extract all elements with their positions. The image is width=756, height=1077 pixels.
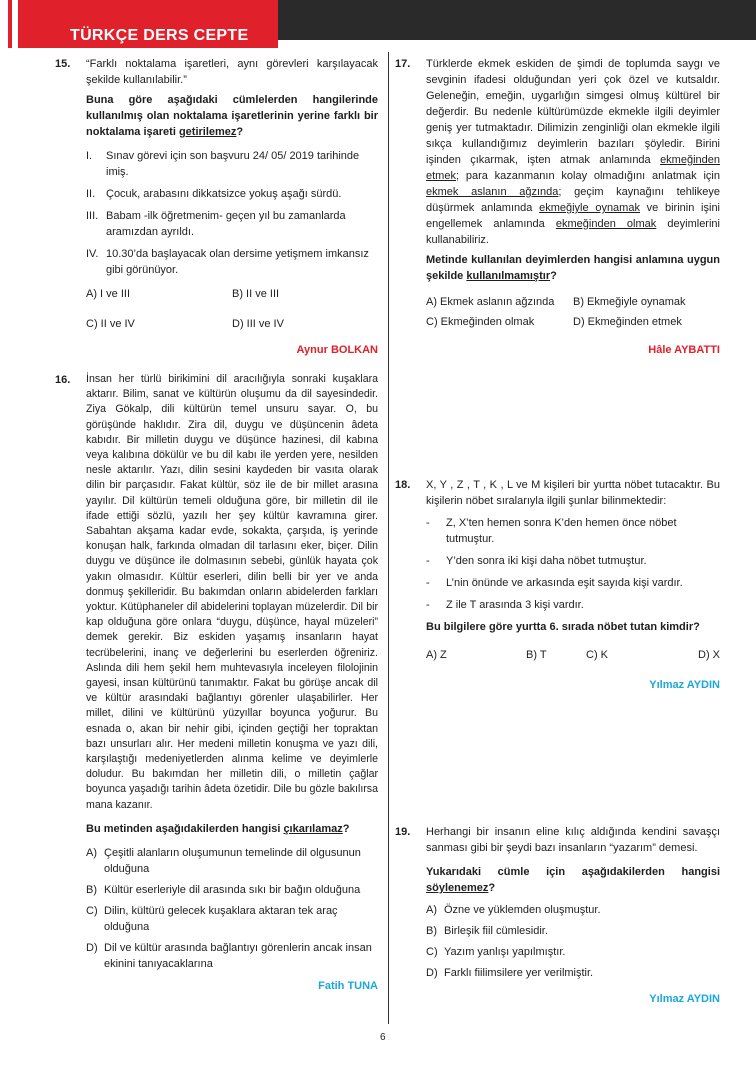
author-name: Yılmaz AYDIN (649, 993, 720, 1005)
page-number: 6 (380, 1032, 386, 1043)
stem-end: ? (488, 882, 496, 894)
stem-text: Yukarıdaki cümle için aşağıdakilerden hangisi (426, 866, 720, 878)
stem-end: ? (550, 270, 557, 282)
option-text: Dil ve kültür arasında bağlantıyı görenlerin ancak insan ekinini tanıyacaklarına (104, 941, 372, 970)
item-text: Çocuk, arabasını dikkatsizce yokuş aşağı sürdü. (106, 188, 342, 200)
option-b[interactable]: B) Ekmeğiyle oynamak (573, 296, 686, 308)
option-text: Farklı fiilimsilere yer verilmiştir. (444, 967, 594, 979)
question-number: 15. (55, 58, 71, 70)
item-text: Z, X’ten hemen sonra K’den hemen önce nöbet tutmuştur. (446, 517, 677, 545)
roman-list (86, 148, 378, 278)
option-c[interactable]: C) Ekmeğinden olmak (426, 316, 535, 328)
idiom-underlined: ekmeğinden olmak (555, 218, 657, 230)
item-text: 10.30’da başlayacak olan dersime yetişmem imkansız gibi görünüyor. (106, 248, 369, 276)
option-c[interactable]: C) II ve IV (86, 318, 135, 330)
option-c[interactable] (86, 903, 378, 935)
list-item (426, 553, 720, 569)
question-number: 17. (395, 58, 411, 70)
option-c[interactable] (426, 944, 720, 960)
author-name: Aynur BOLKAN (296, 344, 378, 356)
answer-options (426, 902, 720, 981)
option-d[interactable]: D) X (698, 649, 720, 661)
question-number: 16. (55, 374, 71, 386)
item-text: L’nin önünde ve arkasında eşit sayıda kişi vardır. (446, 577, 683, 589)
stem-underlined: söylenemez (426, 882, 489, 894)
question-stem (86, 821, 378, 837)
header-title: TÜRKÇE DERS CEPTE (70, 27, 249, 44)
item-numeral: I. (86, 150, 93, 162)
question-number: 19. (395, 826, 411, 838)
question-16 (55, 372, 378, 994)
author-name: Hâle AYBATTI (648, 344, 720, 356)
question-intro: X, Y , Z , T , K , L ve M kişileri bir yurtta nöbet tutacaktır. Bu kişilerin nöbet sıralarıyla ilgili şunlar bilinmektedir: (426, 479, 720, 507)
item-numeral: IV. (86, 248, 99, 260)
question-18 (395, 477, 720, 693)
author-name: Fatih TUNA (318, 979, 378, 992)
column-divider (388, 52, 389, 1024)
option-letter: D) (426, 967, 438, 979)
passage-part: deyimlerini kullanabiliriz. (426, 218, 720, 246)
stem-end: ? (236, 126, 244, 138)
option-d[interactable] (86, 940, 378, 972)
bullet-dash: - (426, 599, 430, 611)
option-b[interactable]: B) T (526, 649, 547, 661)
list-item (86, 208, 378, 240)
question-stem (426, 252, 720, 284)
idiom-underlined: ekmeğiyle oynamak (539, 202, 640, 214)
option-letter: C) (86, 904, 98, 917)
stem-text: Bu metinden aşağıdakilerden hangisi (86, 822, 284, 835)
option-text: Birleşik fiil cümlesidir. (444, 925, 548, 937)
list-item (86, 186, 378, 202)
passage-part: ; geçim kaynağını tehlikeye düşürmek anlamında (426, 186, 720, 214)
question-stem (86, 92, 378, 140)
option-c[interactable]: C) K (586, 649, 608, 661)
option-a[interactable]: A) Z (426, 649, 447, 661)
option-d[interactable] (426, 965, 720, 981)
bullet-dash: - (426, 555, 430, 567)
option-d[interactable]: D) Ekmeğinden etmek (573, 316, 682, 328)
passage-part: ve birinin işini engellemek anlamında (426, 202, 721, 230)
stem-underlined: çıkarılamaz (283, 822, 343, 835)
option-letter: B) (86, 883, 97, 896)
stem-underlined: getirilemez (178, 126, 237, 138)
option-b[interactable] (426, 923, 720, 939)
question-15 (55, 56, 378, 358)
item-numeral: II. (86, 188, 96, 200)
passage-part: Türklerde ekmek eskiden de şimdi de toplumda saygı ve sevginin ifadesi olduğundan yeri çok özel ve kutsaldır. Geleneğin, emeğin, uygarlığın simgesi olmuş kültürel bir değerdir. Bu nedenle kültürümüzde ekmekle ilgili deyimler geniş yer tutmaktadır. Dilimizin zenginliği olan ekmekle ilgili sıkça kullandığımız deyimlerin bazıları şöyledir. Birini işinden çıkarmak, işten atmak anlamında (426, 58, 720, 166)
option-letter: C) (426, 946, 438, 958)
answer-options (86, 286, 378, 332)
question-stem: Bu bilgilere göre yurtta 6. sırada nöbet tutan kimdir? (426, 621, 700, 633)
stem-text: Metinde kullanılan deyimlerden hangisi anlamına uygun şekilde (426, 254, 720, 282)
option-d[interactable]: D) III ve IV (232, 318, 284, 330)
stem-end: ? (342, 822, 350, 835)
option-letter: A) (86, 846, 97, 859)
option-a[interactable] (426, 902, 720, 918)
stem-text: Buna göre aşağıdaki cümlelerden hangilerinde kullanılmış olan noktalama işaretlerinin yerine farklı bir noktalama işareti (86, 94, 378, 138)
list-item (86, 148, 378, 180)
answer-options (86, 845, 378, 972)
passage-text (426, 56, 720, 248)
question-intro: “Farklı noktalama işaretleri, aynı görevleri karşılayacak şekilde kullanılabilir.” (86, 58, 378, 86)
bullet-dash: - (426, 577, 430, 589)
option-letter: B) (426, 925, 437, 937)
list-item (426, 515, 720, 547)
item-numeral: III. (86, 210, 99, 222)
item-text: Z ile T arasında 3 kişi vardır. (446, 599, 584, 611)
idiom-underlined: ekmek aslanın ağzında (426, 186, 559, 198)
passage-part: ; para kazanmanın kolay olmadığını anlatmak için (455, 170, 720, 182)
question-intro: Herhangi bir insanın eline kılıç aldığında kendini savaşçı sanması gibi bir şeydi bazı insanların “yazarım” demesi. (426, 826, 720, 854)
option-b[interactable] (86, 882, 378, 898)
question-number: 18. (395, 479, 411, 491)
item-text: Sınav görevi için son başvuru 24/ 05/ 2019 tarihinde imiş. (106, 150, 360, 178)
item-text: Babam -ilk öğretmenim- geçen yıl bu zamanlarda aramızdan ayrıldı. (106, 210, 346, 238)
option-text: Çeşitli alanların oluşumunun temelinde dil olgusunun olduğuna (104, 846, 361, 875)
option-text: Özne ve yüklemden oluşmuştur. (444, 904, 601, 916)
option-letter: A) (426, 904, 437, 916)
header-black-band (278, 0, 756, 40)
question-17 (395, 56, 721, 358)
option-a[interactable] (86, 845, 378, 877)
header-white-stripe (0, 0, 8, 48)
option-text: Dilin, kültürü gelecek kuşaklara aktaran tek araç olduğuna (104, 904, 338, 933)
header-white-stripe-2 (12, 0, 18, 48)
option-text: Yazım yanlışı yapılmıştır. (444, 946, 566, 958)
passage-text: İnsan her türlü birikimini dil aracılığıyla sonraki kuşaklara aktarır. Bilim, sanat ve kültürün oluşumu da dil sayesindedir. Ziya Gökalp, dili kültürün temel unsuru sayar. O, bu görüşünde haklıdır. Zira dil, duygu ve düşüncenin âdeta kabıdır. Bir milletin duygu ve düşünce hazinesi, dil kabına veya kalıbına dökülür ve bu dil kabı ile yerden yere, nesilden nesle aktarılır. Yazı, dilin sesini kaydeden bir vasıta olarak dilin bir parçasıdır. Fakat kültür, söz ile de bir millet arasına yayılır. Dil kültürün temeli olduğuna göre, bir milletin dil ile ifade ettiği sözlü, yazılı her şey kültür kavramına girer. Sabahtan akşama kadar evde, sokakta, çarşıda, iş yerinde konuşan halk, farkında olmadan dil tarlasını eker, biçer. Dilin duygu ve düşünce ile dolmasının sebebi, günlük hayata çok yakın olmasıdır. Kültür eserleri, dilin belli bir yer ve anda donmuş şekilleridir. Bu bakımdan onların abidelerden farkları yoktur. Kütüphaneler dil abidelerini toplayan müzelerdir. Dil bir kap olduğuna göre onlara “duygu, düşünce, hayal müzeleri” demek gerekir. Biz eskiden yaşamış insanların hayat tecrübelerini, inanç ve değerlerini bu eserlerden öğreniriz. Aslında dili hem şekil hem muhtevasıyla inceleyen filolojinin gayesi, insan kültürünü tanımaktır. Fakat bu görüşe ancak dil ve kültür arasındaki bağlantıyı görenler ulaşabilirler. Her millet, dilini ve kültürünü yüzyıllar boyunca yoğurur. Bu esnada o, akan bir nehir gibi, içinden geçtiği her topraktan bazı unsurları alır. Her medeni milletin konuşma ve yazı dili, karşılaştığı medeniyetlerden alınma kelime ve deyimlerle doludur. Bu bakımdan her milletin dili, o milletin çağlar boyunca yaşadığı tarihin âdeta özetidir. Dile bu gözle bakılırsa mana kazanır. (86, 373, 378, 811)
list-item (426, 575, 720, 591)
question-19 (395, 824, 720, 1007)
idiom-underlined: ekmeğinden etmek (426, 154, 720, 182)
author-name: Yılmaz AYDIN (649, 679, 720, 691)
clue-list (426, 515, 720, 613)
option-a[interactable]: A) Ekmek aslanın ağzında (426, 296, 555, 308)
option-a[interactable]: A) I ve III (86, 288, 131, 300)
question-stem (426, 864, 720, 896)
option-text: Kültür eserleriyle dil arasında sıkı bir bağın olduğuna (104, 883, 361, 896)
list-item (86, 246, 378, 278)
option-letter: D) (86, 941, 98, 954)
list-item (426, 597, 720, 613)
option-b[interactable]: B) II ve III (232, 288, 280, 300)
item-text: Y’den sonra iki kişi daha nöbet tutmuştur. (446, 555, 647, 567)
answer-options (426, 294, 720, 330)
stem-underlined: kullanılmamıştır (466, 270, 551, 282)
bullet-dash: - (426, 517, 430, 529)
answer-options (426, 647, 720, 663)
